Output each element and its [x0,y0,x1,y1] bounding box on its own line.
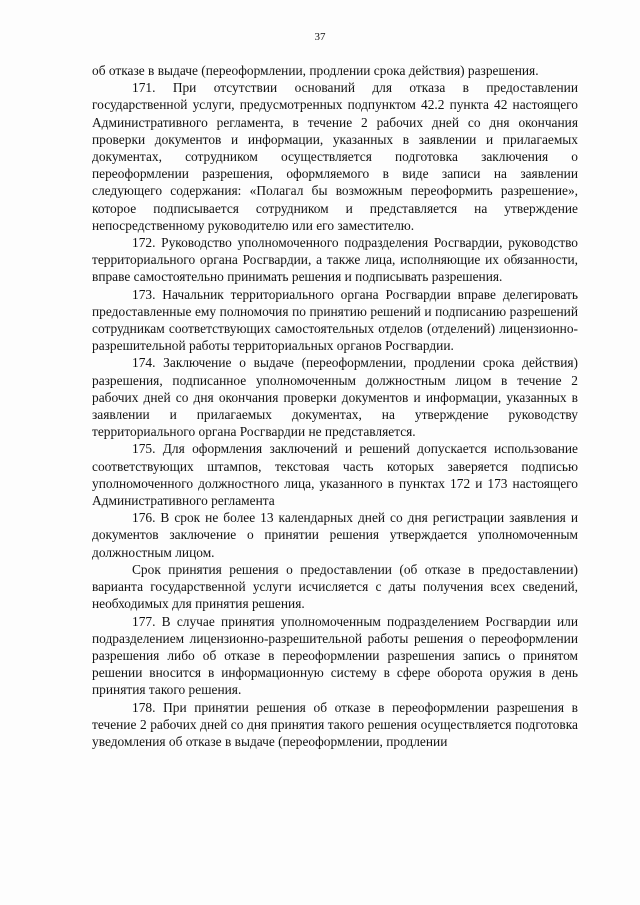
document-body [92,62,578,750]
page-number: 37 [314,31,326,43]
paragraph-174: 174. Заключение о выдаче (переоформлении, продлении срока действия) разрешения, подписанное уполномоченным должностным лицом в течение 2 рабочих дней со дня окончания проверки документов и информации, указанных в заявлении и прилагаемых документах, на утверждение руководству территориального органа Росгвардии не представляется. [92,355,578,440]
paragraph-171: 171. При отсутствии оснований для отказа в предоставлении государственной услуги, предусмотренных подпунктом 42.2 пункта 42 настоящего Административного регламента, в течение 2 рабочих дней со дня окончания проверки документов и информации, указанных в заявлении и прилагаемых документах, сотрудником осуществляется подготовка заключения о переоформлении разрешения, оформляемого в виде записи на заявлении следующего содержания: «Полагал бы возможным переоформить разрешение», которое подписывается сотрудником и представляется на утверждение непосредственному руководителю или его заместителю. [92,80,578,233]
paragraph-172: 172. Руководство уполномоченного подразделения Росгвардии, руководство территориального органа Росгвардии, а также лица, исполняющие их обязанности, вправе самостоятельно принимать решения и подписывать разрешения. [92,235,578,285]
paragraph-177: 177. В случае принятия уполномоченным подразделением Росгвардии или подразделением лицензионно-разрешительной работы решения о переоформлении разрешения либо об отказе в переоформлении разрешения запись о принятом решении вносится в информационную систему в сфере оборота оружия в день принятия такого решения. [92,613,578,698]
paragraph-continuation: об отказе в выдаче (переоформлении, продлении срока действия) разрешения. [92,63,539,78]
paragraph-178: 178. При принятии решения об отказе в переоформлении разрешения в течение 2 рабочих дней со дня принятия такого решения осуществляется подготовка уведомления об отказе в выдаче (переоформлении, продлении [92,699,578,749]
paragraph-176-deadline: Срок принятия решения о предоставлении (об отказе в предоставлении) варианта государственной услуги исчисляется с даты получения всех сведений, необходимых для принятия решения. [92,561,578,612]
paragraph-176: 176. В срок не более 13 календарных дней со дня регистрации заявления и документов заключение о принятии решения утверждается уполномоченным должностным лицом. [92,510,578,560]
paragraph-175: 175. Для оформления заключений и решений допускается использование соответствующих штампов, текстовая часть которых заверяется подписью уполномоченного должностного лица, указанного в пунктах 172 и 173 настоящего Административного регламента [92,441,578,509]
paragraph-173: 173. Начальник территориального органа Росгвардии вправе делегировать предоставленные ему полномочия по принятию решений и подписанию разрешений сотрудникам соответствующих самостоятельных отделов (отделений) лицензионно-разрешительной работы территориальных органов Росгвардии. [92,286,578,354]
